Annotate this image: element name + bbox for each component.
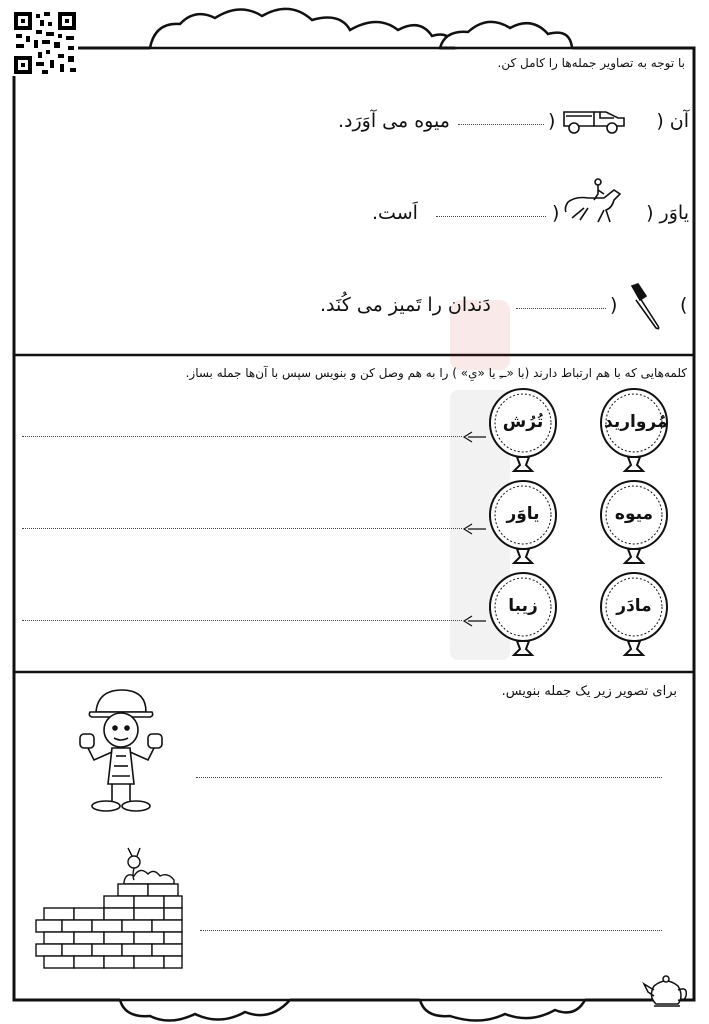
- left-word-2[interactable]: یاوَر: [506, 504, 540, 524]
- toothbrush-icon: [626, 282, 666, 332]
- row3-close: ): [610, 294, 618, 316]
- answer-line-2[interactable]: [22, 528, 462, 529]
- section1-instruction: با توجه به تصاویر جمله‌ها را کامل کن.: [497, 56, 685, 70]
- truck-icon: [560, 100, 630, 136]
- answer-line-1[interactable]: [22, 436, 462, 437]
- arrow-left-icon: [462, 429, 486, 448]
- right-word-1[interactable]: مُروارید: [604, 412, 668, 432]
- row3-end: دَندان را تَمیز می کُنَد.: [320, 294, 491, 316]
- row3-start: (: [680, 294, 688, 316]
- horse-rider-icon: [562, 178, 624, 226]
- right-word-3[interactable]: مادَر: [616, 596, 652, 616]
- row2-close: ): [552, 202, 560, 224]
- left-word-3[interactable]: زیبا: [508, 596, 538, 616]
- row1-blank[interactable]: [458, 124, 544, 125]
- arrow-left-icon: [462, 521, 486, 540]
- answer-line-3[interactable]: [22, 620, 462, 621]
- section2-instruction: کلمه‌هایی که با هم ارتباط دارند (با «ــِ یا «یِ» ) را به هم وصل کن و بنویس سپس با آن‌ها جمله بساز.: [185, 366, 687, 380]
- row1-close: ): [548, 110, 556, 132]
- section3-instruction: برای تصویر زیر یک جمله بنویس.: [501, 684, 677, 699]
- worm-on-wall-icon: [34, 846, 186, 976]
- qr-code-icon: [12, 10, 78, 76]
- row1-start: آن (: [656, 110, 689, 132]
- row2-blank[interactable]: [436, 216, 546, 217]
- right-word-2[interactable]: میوه: [614, 504, 654, 524]
- row1-end: میوه می آوَرَد.: [338, 110, 450, 132]
- sentence-line-2[interactable]: [200, 930, 662, 931]
- boy-icon: [76, 686, 166, 816]
- left-word-1[interactable]: تُرُش: [502, 412, 544, 432]
- row2-end: اَست.: [372, 202, 418, 224]
- arrow-left-icon: [462, 613, 486, 632]
- row2-start: یاوَر (: [646, 202, 689, 224]
- teapot-icon: [642, 972, 692, 1010]
- sentence-line-1[interactable]: [196, 777, 662, 778]
- row3-blank[interactable]: [516, 308, 606, 309]
